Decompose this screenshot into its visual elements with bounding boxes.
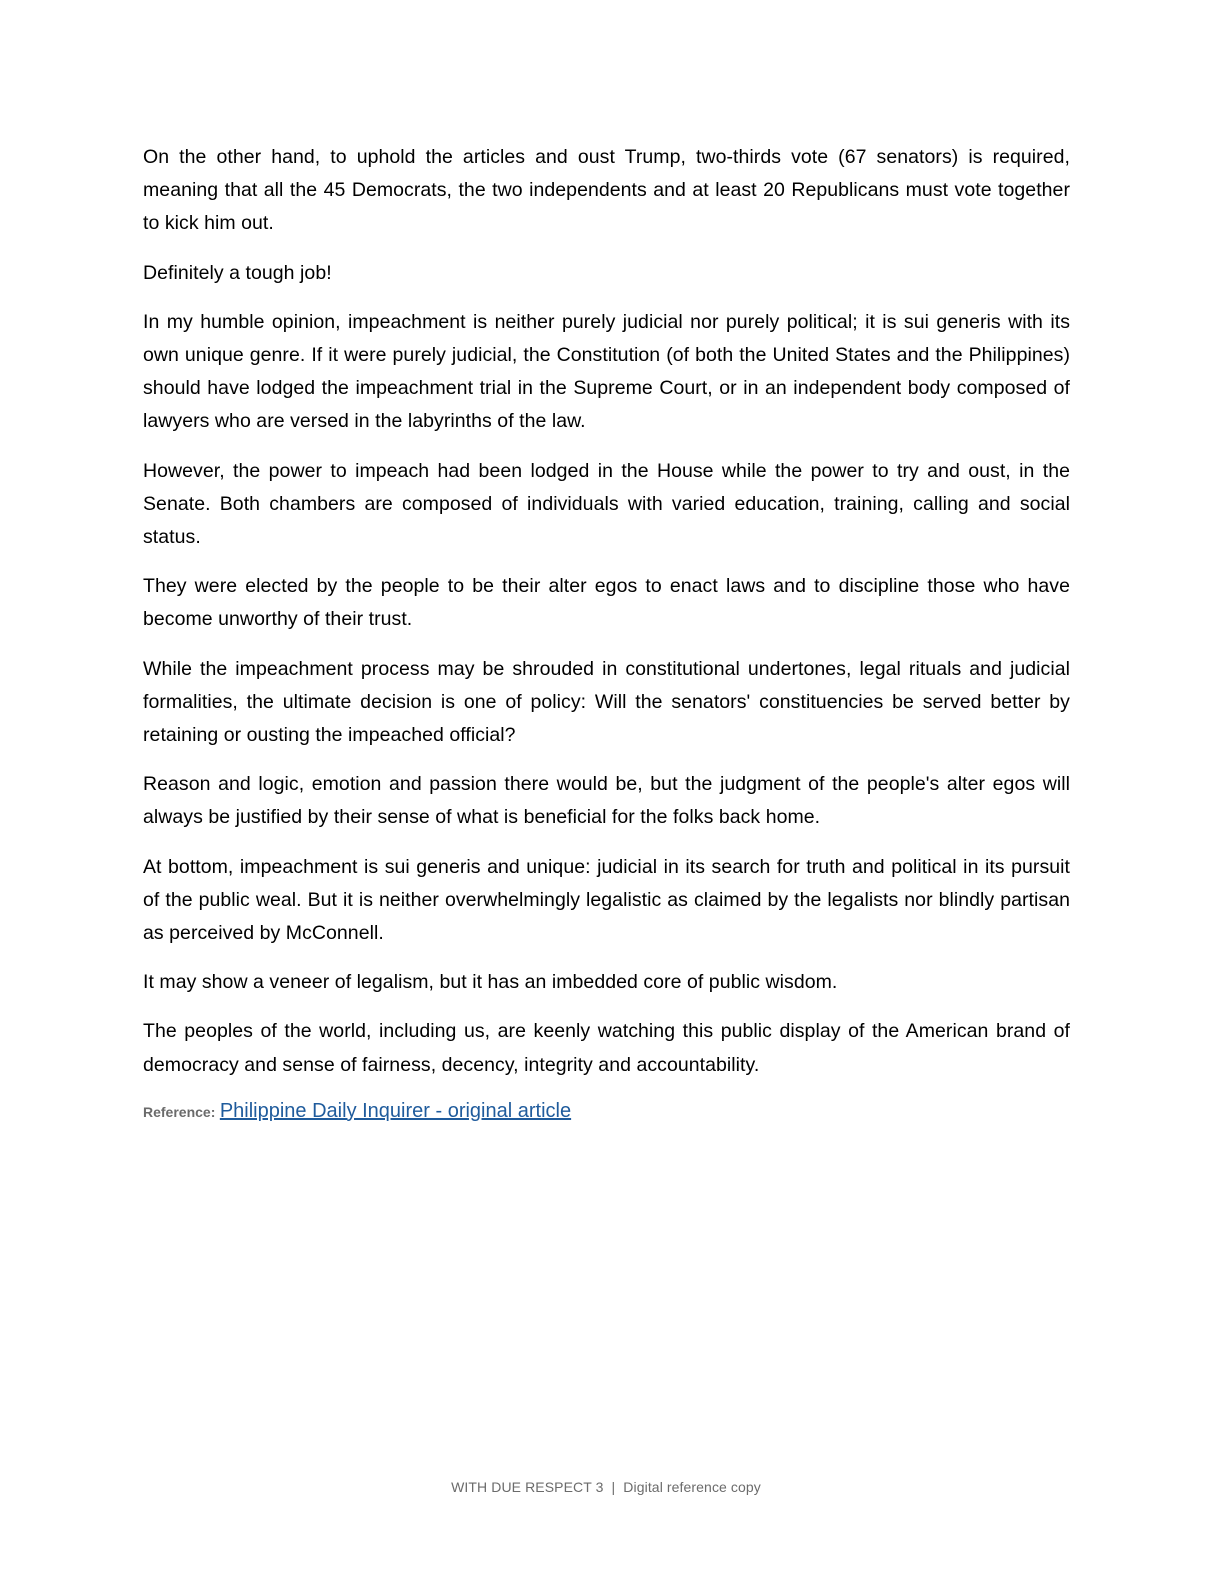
paragraph: On the other hand, to uphold the articles and oust Trump, two-thirds vote (67 senators) is required, meaning that all the 45 Democrats, the two independents and at least 20 Republicans must vote together to kick him out. [143,146,1070,235]
reference-link[interactable]: Philippine Daily Inquirer - original article [219,1099,572,1122]
reference-label: Reference: [143,1103,216,1120]
paragraph: However, the power to impeach had been lodged in the House while the power to try and oust, in the Senate. Both chambers are composed of individuals with varied education, training, calling and social status. [143,459,1070,549]
page-footer [0,1479,1212,1495]
footer-separator: | [611,1479,616,1495]
paragraph: They were elected by the people to be their alter egos to enact laws and to discipline those who have become unworthy of their trust. [143,575,1070,631]
footer-note: Digital reference copy [623,1479,761,1495]
paragraph: In my humble opinion, impeachment is neither purely judicial nor purely political; it is sui generis with its own unique genre. If it were purely judicial, the Constitution (of both the United States and the Philippines) should have lodged the impeachment trial in the Supreme Court, or in an independent body composed of lawyers who are versed in the labyrinths of the law. [143,310,1070,433]
document-body [143,141,1070,1126]
reference-line [143,1098,1070,1126]
paragraph: At bottom, impeachment is sui generis and unique: judicial in its search for truth and political in its pursuit of the public weal. But it is neither overwhelmingly legalistic as claimed by the legalists nor blindly partisan as perceived by McConnell. [143,855,1070,945]
paragraph: Reason and logic, emotion and passion there would be, but the judgment of the people's alter egos will always be justified by their sense of what is beneficial for the folks back home. [143,773,1070,829]
footer-title: WITH DUE RESPECT 3 [451,1479,604,1495]
paragraph: While the impeachment process may be shrouded in constitutional undertones, legal rituals and judicial formalities, the ultimate decision is one of policy: Will the senators' constituencies be served better by retaining or ousting the impeached official? [143,657,1070,747]
paragraph: It may show a veneer of legalism, but it has an imbedded core of public wisdom. [143,971,838,994]
paragraph: The peoples of the world, including us, are keenly watching this public display of the American brand of democracy and sense of fairness, decency, integrity and accountability. [143,1020,1070,1076]
paragraph: Definitely a tough job! [143,261,332,284]
